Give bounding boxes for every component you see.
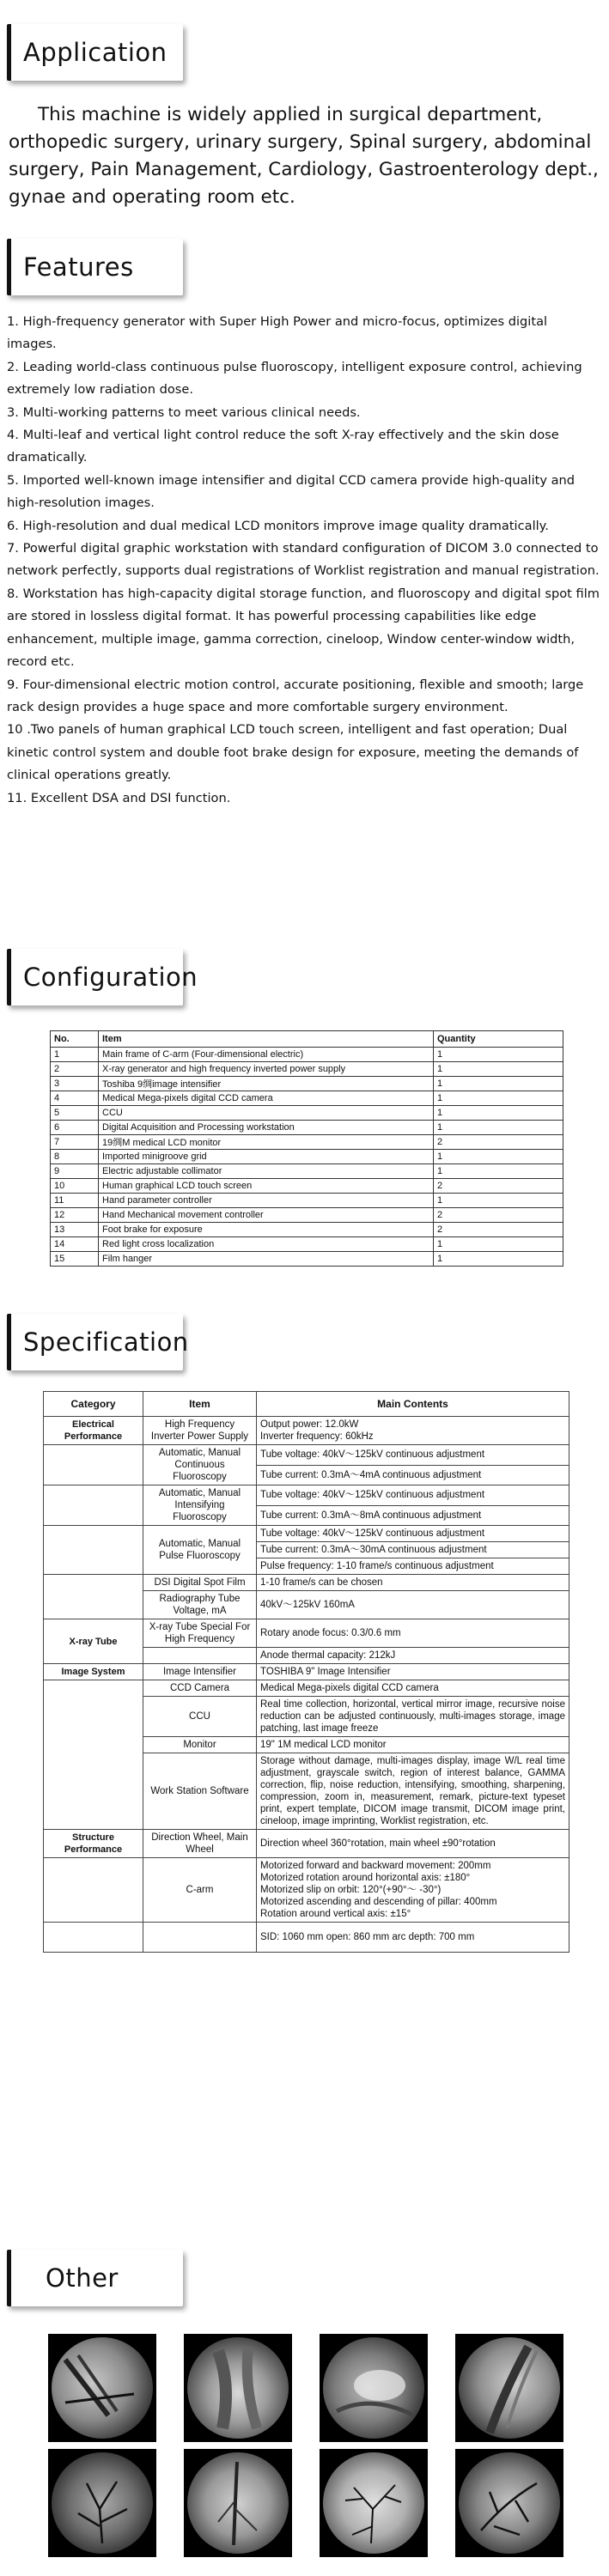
xray-image	[48, 2449, 156, 2557]
item-cell: High Frequency Inverter Power Supply	[143, 1417, 257, 1445]
table-row	[44, 1664, 569, 1680]
content-cell: Tube voltage: 40kV～125kV continuous adjustment	[257, 1445, 569, 1466]
table-row	[44, 1858, 569, 1923]
row-quantity-cell: 2	[434, 1208, 563, 1223]
table-row	[51, 1150, 563, 1164]
row-item-cell: Human graphical LCD touch screen	[99, 1179, 434, 1194]
application-heading: Application	[23, 38, 167, 67]
row-item-cell: Red light cross localization	[99, 1237, 434, 1252]
item-cell: Automatic, Manual Intensifying Fluoroscopy	[143, 1485, 257, 1526]
row-quantity-cell: 1	[434, 1121, 563, 1135]
content-cell: Tube voltage: 40kV～125kV continuous adjustment	[257, 1485, 569, 1506]
column-header: Item	[99, 1031, 434, 1048]
specification-heading: Specification	[23, 1327, 189, 1357]
row-number-cell: 10	[51, 1179, 99, 1194]
row-item-cell: Main frame of C-arm (Four-dimensional electric)	[99, 1048, 434, 1062]
item-cell: Radiography Tube Voltage, mA	[143, 1591, 257, 1619]
row-quantity-cell: 1	[434, 1150, 563, 1164]
row-item-cell: Electric adjustable collimator	[99, 1164, 434, 1179]
xray-image	[455, 2334, 563, 2442]
xray-image	[184, 2449, 292, 2557]
category-cell: X-ray Tube	[44, 1619, 143, 1664]
row-item-cell: Foot brake for exposure	[99, 1223, 434, 1237]
other-heading: Other	[46, 2263, 119, 2293]
row-number-cell: 14	[51, 1237, 99, 1252]
gallery-row	[48, 2334, 563, 2442]
features-list	[7, 311, 600, 810]
content-line: Motorized rotation around horizontal axis: ±180°	[260, 1873, 471, 1883]
row-item-cell: Medical Mega-pixels digital CCD camera	[99, 1091, 434, 1106]
item-cell: Automatic, Manual Pulse Fluoroscopy	[143, 1526, 257, 1575]
content-line: Motorized ascending and descending of pillar: 400mm	[260, 1897, 497, 1907]
row-quantity-cell: 2	[434, 1179, 563, 1194]
xray-image	[455, 2449, 563, 2557]
row-number-cell: 12	[51, 1208, 99, 1223]
column-header: Category	[44, 1392, 143, 1417]
row-quantity-cell: 1	[434, 1194, 563, 1208]
features-heading-tab	[7, 239, 183, 295]
feature-item: 5. Imported well-known image intensifier and digital CCD camera provide high-quality and high-resolution images.	[7, 472, 576, 511]
content-cell: 40kV～125kV 160mA	[257, 1591, 569, 1619]
row-item-cell: Imported minigroove grid	[99, 1150, 434, 1164]
content-line: Motorized forward and backward movement: 200mm	[260, 1861, 491, 1871]
table-row	[51, 1121, 563, 1135]
row-item-cell: Hand Mechanical movement controller	[99, 1208, 434, 1223]
configuration-table	[50, 1030, 563, 1267]
item-cell: C-arm	[143, 1858, 257, 1923]
content-cell: Tube current: 0.3mA～8mA continuous adjustment	[257, 1505, 569, 1526]
content-line: Motorized slip on orbit: 120°(+90°～ -30°)	[260, 1885, 442, 1895]
row-quantity-cell: 1	[434, 1062, 563, 1077]
specification-table	[43, 1391, 569, 1953]
table-row	[51, 1106, 563, 1121]
row-number-cell: 6	[51, 1121, 99, 1135]
table-row	[51, 1237, 563, 1252]
table-row	[51, 1135, 563, 1150]
row-number-cell: 13	[51, 1223, 99, 1237]
application-heading-tab	[7, 24, 183, 81]
row-quantity-cell: 1	[434, 1077, 563, 1091]
content-cell: Direction wheel 360°rotation, main wheel ±90°rotation	[257, 1830, 569, 1858]
row-quantity-cell: 1	[434, 1091, 563, 1106]
row-item-cell: 19绸M medical LCD monitor	[99, 1135, 434, 1150]
feature-item: 6. High-resolution and dual medical LCD monitors improve image quality dramatically.	[7, 518, 549, 533]
row-quantity-cell: 1	[434, 1237, 563, 1252]
xray-image	[184, 2334, 292, 2442]
table-row	[44, 1680, 569, 1697]
table-row	[51, 1223, 563, 1237]
table-row	[51, 1048, 563, 1062]
xray-image	[320, 2334, 428, 2442]
row-number-cell: 1	[51, 1048, 99, 1062]
content-cell	[257, 1417, 569, 1445]
content-cell	[257, 1858, 569, 1923]
content-cell: Tube current: 0.3mA～4mA continuous adjustment	[257, 1465, 569, 1485]
feature-item: 8. Workstation has high-capacity digital storage function, and fluoroscopy and digital spot film are stored in lossless digital format. It has powerful processing capabilities like edge enhancement, multiple image, gamma correction, cineloop, Window center-window width, record etc.	[7, 586, 600, 670]
item-cell: Direction Wheel, Main Wheel	[143, 1830, 257, 1858]
specification-heading-tab	[7, 1314, 189, 1370]
table-row	[51, 1077, 563, 1091]
content-cell: 19" 1M medical LCD monitor	[257, 1737, 569, 1753]
row-number-cell: 8	[51, 1150, 99, 1164]
content-line: Inverter frequency: 60kHz	[260, 1431, 374, 1442]
table-row	[44, 1575, 569, 1591]
feature-item: 11. Excellent DSA and DSI function.	[7, 790, 231, 805]
content-cell: TOSHIBA 9" Image Intensifier	[257, 1664, 569, 1680]
other-heading-tab	[7, 2250, 183, 2306]
feature-item: 2. Leading world-class continuous pulse fluoroscopy, intelligent exposure control, achieving extremely low radiation dose.	[7, 359, 582, 398]
column-header: Main Contents	[257, 1392, 569, 1417]
table-row	[51, 1194, 563, 1208]
application-text: This machine is widely applied in surgical department, orthopedic surgery, urinary surgery, Spinal surgery, abdominal surgery, Pain Management, Cardiology, Gastroenterology dept., gynae and operating room etc.	[9, 104, 599, 208]
table-row	[44, 1417, 569, 1445]
row-item-cell: Film hanger	[99, 1252, 434, 1267]
column-header: Quantity	[434, 1031, 563, 1048]
table-row	[51, 1179, 563, 1194]
row-item-cell: Digital Acquisition and Processing workstation	[99, 1121, 434, 1135]
table-row	[44, 1526, 569, 1542]
feature-item: 3. Multi-working patterns to meet various clinical needs.	[7, 404, 361, 420]
content-line: Output power: 12.0kW	[260, 1419, 359, 1430]
item-cell: Automatic, Manual Continuous Fluoroscopy	[143, 1445, 257, 1485]
row-number-cell: 3	[51, 1077, 99, 1091]
content-cell: Pulse frequency: 1-10 frame/s continuous adjustment	[257, 1558, 569, 1575]
row-number-cell: 9	[51, 1164, 99, 1179]
table-row	[51, 1252, 563, 1267]
content-cell: Tube voltage: 40kV～125kV continuous adjustment	[257, 1526, 569, 1542]
configuration-heading: Configuration	[23, 963, 198, 992]
item-cell: CCU	[143, 1697, 257, 1737]
row-number-cell: 7	[51, 1135, 99, 1150]
content-cell: SID: 1060 mm open: 860 mm arc depth: 700 mm	[257, 1923, 569, 1953]
feature-item: 9. Four-dimensional electric motion control, accurate positioning, flexible and smooth; large rack design provides a huge space and more comfortable surgery environment.	[7, 677, 584, 714]
table-row	[51, 1208, 563, 1223]
feature-item: 1. High-frequency generator with Super High Power and micro-focus, optimizes digital images.	[7, 314, 548, 352]
column-header: Item	[143, 1392, 257, 1417]
feature-item: 10 .Two panels of human graphical LCD touch screen, intelligent and fast operation; Dual kinetic control system and double foot brake design for exposure, meeting the demands of clinical operations greatly.	[7, 722, 579, 783]
category-cell: Image System	[44, 1664, 143, 1680]
row-number-cell: 15	[51, 1252, 99, 1267]
row-item-cell: CCU	[99, 1106, 434, 1121]
content-cell: Tube current: 0.3mA～30mA continuous adjustment	[257, 1542, 569, 1558]
item-cell: DSI Digital Spot Film	[143, 1575, 257, 1591]
row-quantity-cell: 2	[434, 1223, 563, 1237]
table-header-row	[44, 1392, 569, 1417]
row-number-cell: 5	[51, 1106, 99, 1121]
row-quantity-cell: 1	[434, 1106, 563, 1121]
table-row	[44, 1923, 569, 1953]
column-header: No.	[51, 1031, 99, 1048]
row-quantity-cell: 1	[434, 1252, 563, 1267]
category-cell: Structure Performance	[44, 1830, 143, 1858]
content-cell: Real time collection, horizontal, vertical mirror image, recursive noise reduction can be adjusted continuously, multi-images storage, image patching, last image freeze	[257, 1697, 569, 1737]
xray-image	[320, 2449, 428, 2557]
gallery-row	[48, 2449, 563, 2557]
item-cell: X-ray Tube Special For High Frequency	[143, 1619, 257, 1648]
row-quantity-cell: 2	[434, 1135, 563, 1150]
table-row	[44, 1485, 569, 1506]
configuration-heading-tab	[7, 949, 198, 1005]
content-cell: Medical Mega-pixels digital CCD camera	[257, 1680, 569, 1697]
row-number-cell: 11	[51, 1194, 99, 1208]
row-item-cell: X-ray generator and high frequency inverted power supply	[99, 1062, 434, 1077]
table-header-row	[51, 1031, 563, 1048]
table-row	[44, 1619, 569, 1648]
row-quantity-cell: 1	[434, 1048, 563, 1062]
item-cell: Image Intensifier	[143, 1664, 257, 1680]
category-cell: Electrical Performance	[44, 1417, 143, 1445]
row-quantity-cell: 1	[434, 1164, 563, 1179]
item-cell: Monitor	[143, 1737, 257, 1753]
xray-image	[48, 2334, 156, 2442]
content-cell: Storage without damage, multi-images display, image W/L real time adjustment, grayscale switch, region of interest balance, GAMMA correction, flip, noise reduction, intensifying, smoothing, sharpening, compression, zoom in, measurement, remark, picture-text typeset print, expert template, DICOM image transmit, DICOM image print, cineloop, image imprinting, Worklist registration, etc.	[257, 1753, 569, 1830]
features-heading: Features	[23, 252, 134, 282]
content-line: Rotation around vertical axis: ±15°	[260, 1909, 411, 1919]
feature-item: 7. Powerful digital graphic workstation with standard configuration of DICOM 3.0 connected to network perfectly, supports dual registrations of Worklist registration and manual registration.	[7, 541, 600, 579]
table-row	[51, 1091, 563, 1106]
row-number-cell: 2	[51, 1062, 99, 1077]
row-number-cell: 4	[51, 1091, 99, 1106]
row-item-cell: Hand parameter controller	[99, 1194, 434, 1208]
item-cell: Work Station Software	[143, 1753, 257, 1830]
table-row	[51, 1062, 563, 1077]
content-cell: 1-10 frame/s can be chosen	[257, 1575, 569, 1591]
feature-item: 4. Multi-leaf and vertical light control reduce the soft X-ray effectively and the skin dose dramatically.	[7, 428, 559, 465]
table-row	[51, 1164, 563, 1179]
row-item-cell: Toshiba 9绸image intensifier	[99, 1077, 434, 1091]
content-cell: Anode thermal capacity: 212kJ	[257, 1648, 569, 1664]
table-row	[44, 1445, 569, 1466]
item-cell: CCD Camera	[143, 1680, 257, 1697]
content-cell: Rotary anode focus: 0.3/0.6 mm	[257, 1619, 569, 1648]
table-row	[44, 1830, 569, 1858]
